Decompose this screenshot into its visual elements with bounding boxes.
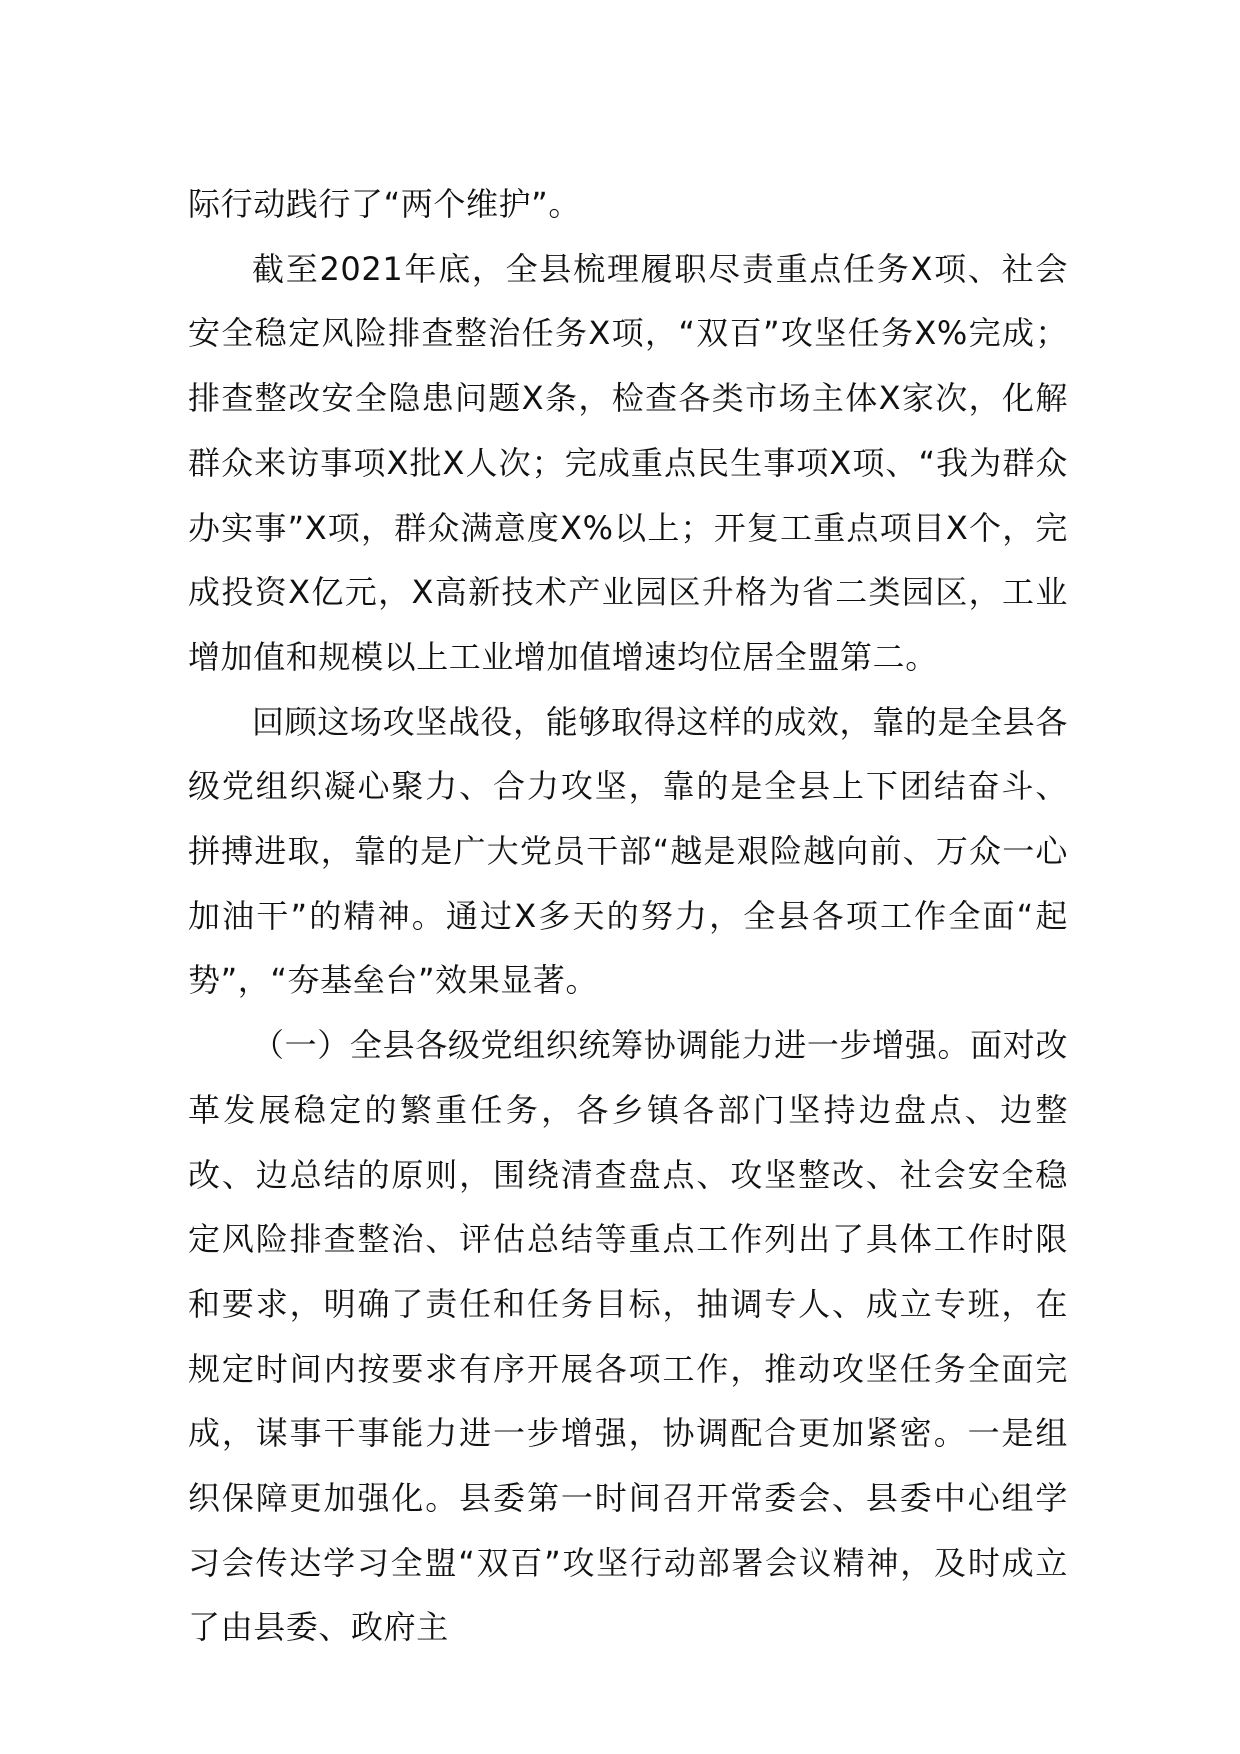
paragraph-continuation: 际行动践行了“两个维护”。 (188, 185, 581, 223)
paragraph-review: 回顾这场攻坚战役，能够取得这样的成效，靠的是全县各级党组织凝心聚力、合力攻坚，靠的是全县上下团结奋斗、拼搏进取，靠的是广大党员干部“越是艰险越向前、万众一心加油干”的精神。通过X多天的努力，全县各项工作全面“起势”，“夯基垒台”效果显著。 (188, 702, 1068, 1000)
paragraph-section-one: （一）全县各级党组织统筹协调能力进一步增强。面对改革发展稳定的繁重任务，各乡镇各部门坚持边盘点、边整改、边总结的原则，围绕清查盘点、攻坚整改、社会安全稳定风险排查整治、评估总结等重点工作列出了具体工作时限和要求，明确了责任和任务目标，抽调专人、成立专班，在规定时间内按要求有序开展各项工作，推动攻坚任务全面完成，谋事干事能力进一步增强，协调配合更加紧密。一是组织保障更加强化。县委第一时间召开常委会、县委中心组学习会传达学习全盟“双百”攻坚行动部署会议精神，及时成立了由县委、政府主 (188, 1026, 1068, 1647)
document-body (188, 172, 1068, 1660)
paragraph-summary-statistics: 截至2021年底，全县梳理履职尽责重点任务X项、社会安全稳定风险排查整治任务X项，“双百”攻坚任务X%完成；排查整改安全隐患问题X条，检查各类市场主体X家次，化解群众来访事项X批X人次；完成重点民生事项X项、“我为群众办实事”X项，群众满意度X%以上；开复工重点项目X个，完成投资X亿元，X高新技术产业园区升格为省二类园区，工业增加值和规模以上工业增加值增速均位居全盟第二。 (188, 249, 1068, 676)
